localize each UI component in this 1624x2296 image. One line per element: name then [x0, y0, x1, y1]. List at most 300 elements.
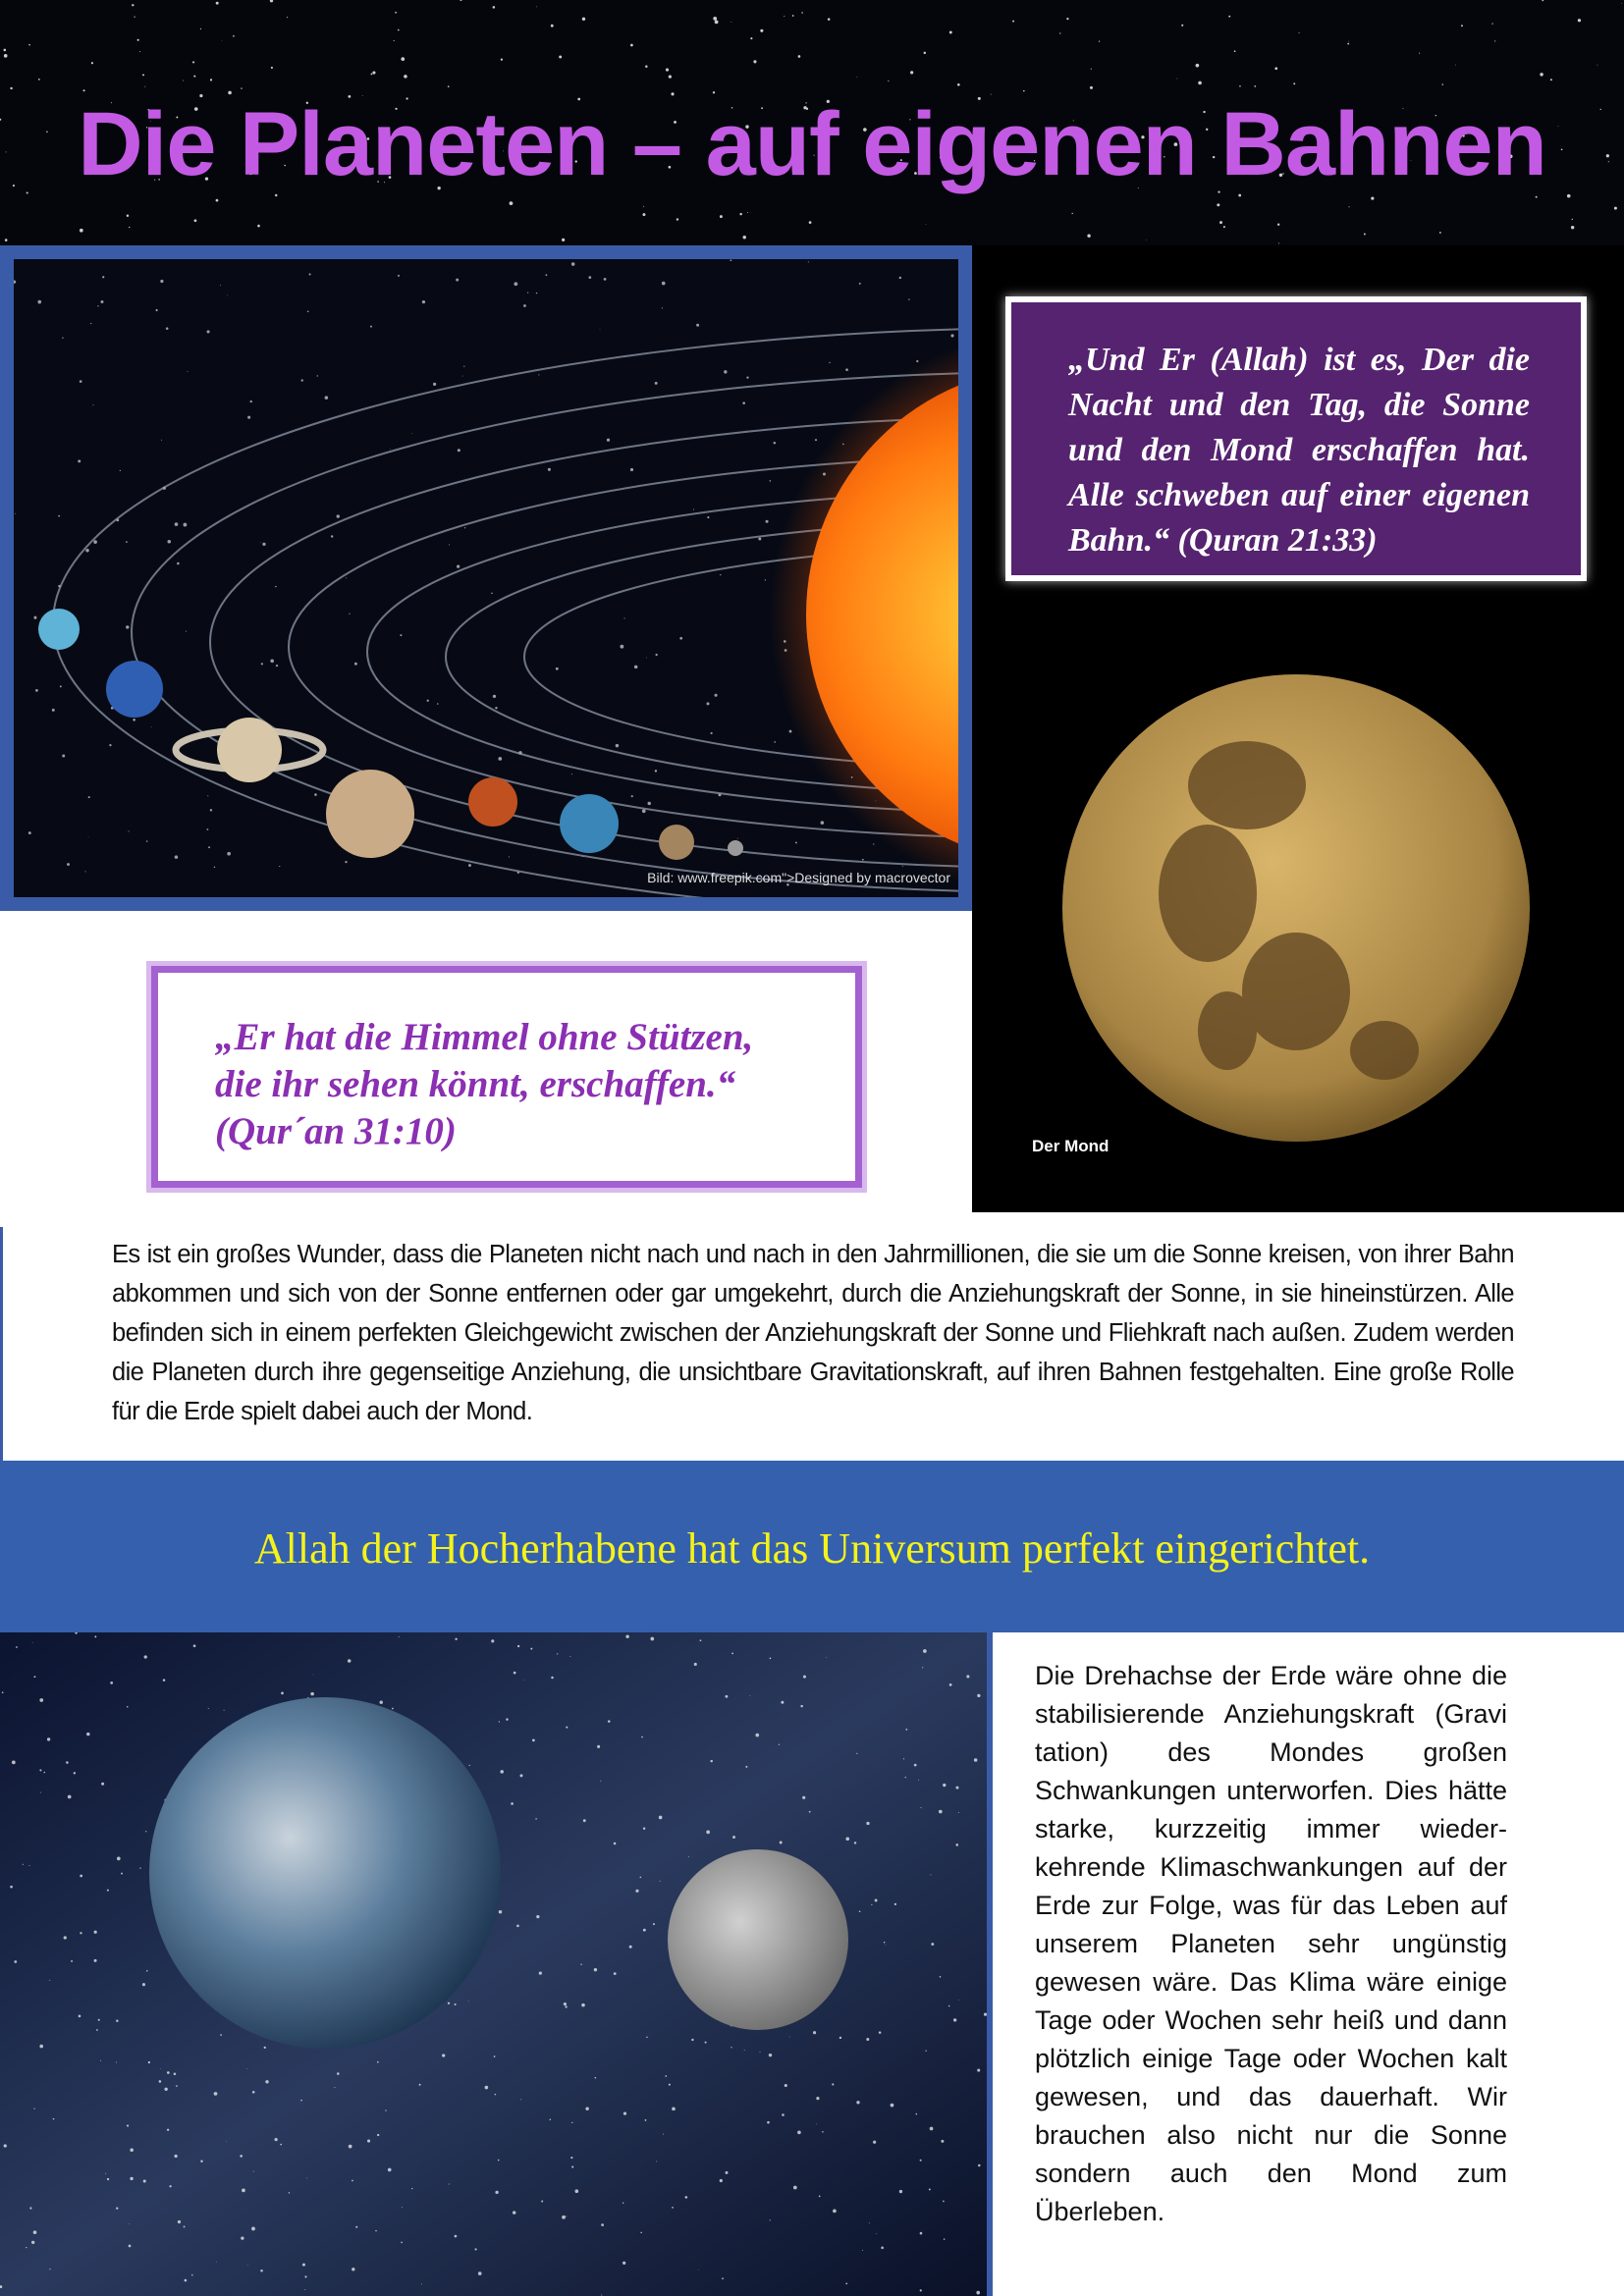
- star: [437, 703, 439, 705]
- star: [899, 277, 901, 279]
- star: [545, 274, 547, 276]
- star: [310, 1692, 314, 1696]
- star: [307, 311, 309, 313]
- star: [743, 236, 746, 239]
- star: [665, 2075, 667, 2077]
- star: [127, 2125, 129, 2127]
- star: [1540, 73, 1543, 76]
- star: [370, 326, 372, 328]
- star: [514, 1672, 516, 1675]
- star: [1571, 226, 1574, 229]
- star: [523, 1680, 524, 1681]
- star: [779, 1744, 780, 1745]
- jupiter: [326, 770, 414, 858]
- star: [1491, 24, 1492, 25]
- star: [931, 1874, 932, 1875]
- star: [720, 574, 721, 575]
- star: [4, 49, 7, 52]
- star: [463, 366, 464, 367]
- star: [400, 634, 402, 636]
- star: [715, 694, 718, 697]
- star: [5, 239, 8, 241]
- star: [33, 616, 36, 619]
- star: [67, 863, 70, 866]
- star: [876, 2233, 877, 2234]
- star: [535, 1818, 537, 1820]
- star: [920, 2289, 922, 2291]
- star: [881, 2247, 884, 2250]
- star: [84, 871, 85, 872]
- star: [346, 577, 347, 578]
- star: [74, 1772, 76, 1774]
- star: [943, 2201, 945, 2203]
- star: [557, 1653, 558, 1654]
- star: [731, 259, 732, 261]
- star: [641, 1736, 643, 1738]
- star: [643, 1828, 645, 1830]
- star: [281, 1692, 284, 1695]
- star: [129, 2223, 130, 2224]
- star: [58, 515, 60, 517]
- star: [304, 2289, 305, 2290]
- star: [392, 1708, 394, 1710]
- star: [207, 330, 210, 333]
- star: [146, 1970, 148, 1972]
- star: [185, 2279, 188, 2282]
- star: [80, 1932, 81, 1934]
- star: [92, 404, 93, 405]
- star: [117, 1857, 121, 1861]
- star: [177, 562, 180, 565]
- star: [399, 1636, 400, 1637]
- star: [169, 2185, 171, 2187]
- star: [128, 830, 129, 831]
- star: [474, 2248, 476, 2250]
- star: [126, 541, 128, 543]
- star: [601, 2294, 602, 2295]
- star: [159, 2080, 162, 2083]
- star: [304, 2275, 306, 2277]
- star: [745, 1766, 747, 1768]
- star: [731, 22, 732, 23]
- star: [1299, 32, 1300, 33]
- star: [448, 85, 450, 87]
- star: [12, 1760, 16, 1764]
- star: [126, 625, 129, 628]
- star: [562, 239, 565, 241]
- star: [538, 374, 539, 375]
- star: [616, 744, 619, 747]
- star: [186, 631, 187, 632]
- star: [698, 2269, 699, 2270]
- star: [669, 75, 672, 78]
- star: [1439, 232, 1441, 234]
- star: [279, 866, 280, 867]
- star: [832, 2083, 834, 2085]
- star: [280, 2144, 282, 2146]
- star: [80, 380, 82, 383]
- star: [270, 659, 274, 663]
- star: [325, 396, 329, 400]
- star: [795, 841, 797, 843]
- quote-line: die ihr sehen könnt, erschaffen.“: [215, 1063, 736, 1105]
- star: [601, 2223, 604, 2226]
- star: [570, 2157, 572, 2159]
- star: [449, 544, 450, 545]
- star: [80, 1875, 82, 1878]
- star: [631, 795, 633, 797]
- star: [337, 2072, 340, 2075]
- star: [564, 2002, 567, 2005]
- star: [862, 859, 864, 861]
- star: [302, 2264, 305, 2267]
- star: [133, 719, 135, 721]
- star: [724, 370, 727, 373]
- star: [977, 1694, 980, 1697]
- star: [401, 57, 405, 61]
- star: [146, 840, 148, 842]
- quote-box-quran-31-10: [151, 966, 862, 1188]
- venus: [659, 825, 694, 860]
- star: [600, 329, 601, 330]
- star: [200, 28, 201, 29]
- star: [33, 1676, 35, 1678]
- star: [859, 1910, 861, 1912]
- star: [1364, 234, 1366, 236]
- star: [167, 540, 171, 544]
- star: [511, 1802, 514, 1805]
- star: [746, 377, 748, 379]
- star: [541, 2200, 543, 2202]
- star: [726, 2171, 729, 2174]
- star: [784, 16, 785, 17]
- star: [559, 55, 562, 58]
- image-credit: Bild: www.freepik.com">Designed by macrovector: [647, 870, 950, 885]
- star: [660, 1881, 661, 1882]
- star: [88, 796, 90, 798]
- star: [976, 2291, 980, 2295]
- star: [705, 2042, 707, 2044]
- star: [766, 520, 769, 523]
- star: [32, 1642, 33, 1643]
- star: [731, 1652, 733, 1654]
- star: [130, 2148, 134, 2152]
- star: [120, 470, 121, 471]
- star: [656, 2161, 657, 2162]
- star: [845, 1837, 849, 1841]
- star: [903, 1758, 904, 1759]
- star: [755, 1734, 759, 1737]
- star: [821, 821, 825, 825]
- star: [207, 795, 208, 796]
- page-title: Die Planeten – auf eigenen Bahnen: [78, 94, 1546, 194]
- star: [910, 71, 913, 74]
- star: [595, 2077, 597, 2079]
- star: [899, 2190, 902, 2193]
- star: [677, 218, 678, 220]
- star: [458, 449, 460, 452]
- star: [160, 280, 163, 283]
- star: [10, 1886, 13, 1889]
- star: [260, 2269, 263, 2272]
- star: [1196, 64, 1200, 68]
- star: [62, 755, 65, 758]
- star: [210, 809, 212, 811]
- star: [770, 1658, 772, 1660]
- star: [15, 513, 16, 514]
- star: [519, 1774, 522, 1777]
- star: [116, 2207, 118, 2209]
- star: [789, 730, 792, 733]
- star: [614, 1842, 617, 1845]
- star: [220, 285, 221, 286]
- star: [500, 1770, 504, 1774]
- star: [469, 1765, 470, 1766]
- star: [372, 71, 375, 74]
- star: [551, 25, 554, 27]
- star: [143, 2180, 146, 2183]
- star: [462, 376, 463, 377]
- star: [623, 2262, 625, 2265]
- star: [527, 293, 528, 294]
- star: [130, 2177, 133, 2180]
- star: [88, 836, 89, 837]
- star: [607, 439, 610, 442]
- star: [875, 1899, 878, 1902]
- star: [247, 2265, 248, 2266]
- star: [873, 843, 874, 844]
- star: [102, 276, 104, 278]
- star: [161, 440, 162, 441]
- star: [144, 86, 145, 87]
- star: [355, 2226, 357, 2228]
- star: [28, 44, 30, 46]
- star: [879, 2031, 882, 2034]
- star: [1572, 219, 1573, 220]
- star: [2, 1691, 4, 1693]
- star: [214, 2092, 218, 2096]
- star: [174, 2073, 177, 2076]
- star: [839, 2037, 841, 2039]
- star: [816, 2097, 819, 2100]
- star: [640, 2232, 642, 2234]
- star: [455, 2003, 457, 2005]
- star: [66, 1761, 69, 1764]
- star: [1274, 67, 1277, 70]
- star: [808, 261, 809, 262]
- star: [39, 1698, 43, 1702]
- star: [214, 867, 215, 868]
- star: [276, 665, 278, 667]
- star: [96, 2029, 98, 2031]
- star: [760, 2052, 761, 2053]
- star: [905, 1777, 906, 1778]
- star: [659, 1816, 663, 1820]
- star: [109, 744, 111, 746]
- star: [833, 2210, 837, 2214]
- star: [337, 514, 340, 517]
- star: [943, 1784, 946, 1787]
- star: [1177, 79, 1178, 80]
- star: [859, 283, 861, 285]
- star: [317, 375, 318, 376]
- star: [449, 2184, 450, 2185]
- star: [623, 617, 624, 618]
- star: [93, 540, 97, 544]
- star: [345, 861, 347, 863]
- star: [100, 2060, 101, 2061]
- star: [107, 2178, 109, 2180]
- star: [1455, 65, 1456, 66]
- side-paragraph: Die Drehachse der Erde wäre ohne die stabilisierende Anziehungskraft (Gravi tation) des Mondes großen Schwankungen unterworfen. Dies hätte starke, kurzzeitig immer wieder-kehrende Klimaschwankungen auf der Erde zur Folge, was für das Leben auf unserem Planeten sehr ungünstig gewesen wäre. Das Klima wäre einige Tage oder Wochen sehr heiß und dann plötzlich einige Tage oder Wochen kalt gewesen, und das dauerhaft. Wir brauchen also nicht nur die Sonne sondern auch den Mond zum Überleben.: [1035, 1661, 1507, 2226]
- star: [642, 809, 646, 813]
- star: [200, 2161, 202, 2163]
- star: [902, 866, 903, 867]
- star: [571, 262, 575, 266]
- star: [241, 87, 242, 88]
- moon: [1062, 674, 1530, 1142]
- star: [571, 2165, 573, 2167]
- star: [427, 700, 429, 702]
- star: [594, 1968, 597, 1971]
- star: [866, 2038, 869, 2041]
- star: [271, 67, 273, 69]
- star: [35, 689, 38, 692]
- star: [208, 846, 210, 848]
- star: [107, 1890, 109, 1892]
- star: [264, 2047, 266, 2049]
- star: [1012, 21, 1014, 23]
- star: [375, 2230, 376, 2231]
- star: [565, 2005, 567, 2007]
- star: [207, 828, 209, 830]
- star: [720, 215, 723, 218]
- quote-reference: (Qur´an 31:10): [215, 1110, 457, 1152]
- star: [498, 2160, 500, 2162]
- star: [642, 213, 645, 216]
- star: [1239, 85, 1241, 87]
- star: [653, 1923, 655, 1925]
- star: [176, 2085, 178, 2087]
- star: [31, 2241, 34, 2244]
- star: [800, 1705, 802, 1707]
- star: [809, 1811, 811, 1813]
- star: [869, 2222, 870, 2223]
- star: [144, 1655, 147, 1658]
- star: [265, 2080, 268, 2083]
- star: [155, 309, 157, 311]
- star: [80, 229, 83, 233]
- star: [826, 1657, 827, 1658]
- star: [178, 2220, 181, 2223]
- star: [101, 1783, 104, 1786]
- star: [707, 702, 710, 705]
- star: [953, 2018, 956, 2021]
- star: [4, 54, 8, 58]
- star: [468, 2001, 469, 2002]
- star: [706, 1830, 710, 1834]
- star: [918, 1780, 919, 1781]
- star: [1347, 43, 1349, 45]
- star: [1277, 224, 1279, 226]
- star: [62, 337, 63, 338]
- star: [1198, 81, 1202, 85]
- star: [750, 37, 752, 39]
- star: [85, 549, 88, 552]
- star: [688, 1856, 689, 1857]
- star: [884, 1942, 886, 1944]
- star: [390, 449, 391, 450]
- star: [781, 1701, 784, 1704]
- star: [139, 1867, 140, 1868]
- star: [334, 2087, 335, 2088]
- main-paragraph: Es ist ein großes Wunder, dass die Planeten nicht nach und nach in den Jahrmillionen, die sie um die Sonne kreisen, von ihrer Bahn abkommen und sich von der Sonne entfernen oder gar umgekehrt, durch die Anziehungskraft der Sonne, in sie hineinstürzen. Alle befinden sich in einem perfekten Gleichgewicht zwischen der Anziehungskraft der Sonne und Fliehkraft nach außen. Zudem werden die Planeten durch ihre gegenseitige Anziehung, die unsichtbare Gravitationskraft, auf ihren Bahnen festgehalten. Eine große Rolle für die Erde spielt dabei auch der Mond.: [112, 1241, 1514, 1425]
- star: [685, 2196, 688, 2199]
- star: [792, 15, 794, 17]
- star: [39, 2045, 43, 2049]
- star: [240, 2155, 243, 2158]
- star: [1371, 196, 1374, 199]
- star: [886, 1945, 887, 1946]
- star: [194, 219, 197, 222]
- star: [643, 206, 644, 207]
- star: [926, 224, 927, 225]
- saturn: [217, 718, 282, 782]
- star: [940, 1976, 942, 1978]
- star: [509, 856, 510, 857]
- star: [785, 2084, 787, 2087]
- star: [955, 1843, 958, 1846]
- quote-line: „Er hat die Himmel ohne Stützen,: [215, 1016, 754, 1058]
- star: [166, 327, 169, 330]
- star: [105, 2173, 106, 2174]
- star: [191, 2274, 192, 2275]
- star: [966, 1675, 969, 1678]
- star: [569, 1656, 570, 1657]
- star: [246, 2068, 247, 2069]
- star: [47, 1737, 50, 1740]
- star: [16, 1646, 18, 1648]
- star: [1550, 79, 1552, 80]
- star: [923, 1649, 927, 1653]
- star: [91, 62, 93, 64]
- star: [662, 307, 663, 308]
- star: [1059, 32, 1060, 33]
- star: [210, 79, 212, 80]
- star: [672, 2207, 674, 2209]
- star: [494, 2056, 496, 2057]
- star: [78, 459, 81, 462]
- star: [457, 565, 460, 568]
- star: [184, 523, 188, 527]
- star: [774, 741, 776, 743]
- star: [270, 0, 273, 2]
- star: [648, 802, 651, 805]
- star: [929, 2188, 931, 2190]
- star: [582, 18, 585, 21]
- star: [398, 29, 400, 31]
- star: [367, 2139, 370, 2142]
- star: [193, 1644, 196, 1647]
- star: [713, 17, 717, 21]
- star: [520, 2099, 521, 2100]
- mars: [468, 777, 517, 827]
- star: [175, 522, 179, 526]
- star: [261, 663, 263, 665]
- star: [227, 295, 228, 296]
- star: [227, 852, 231, 856]
- star: [52, 709, 55, 712]
